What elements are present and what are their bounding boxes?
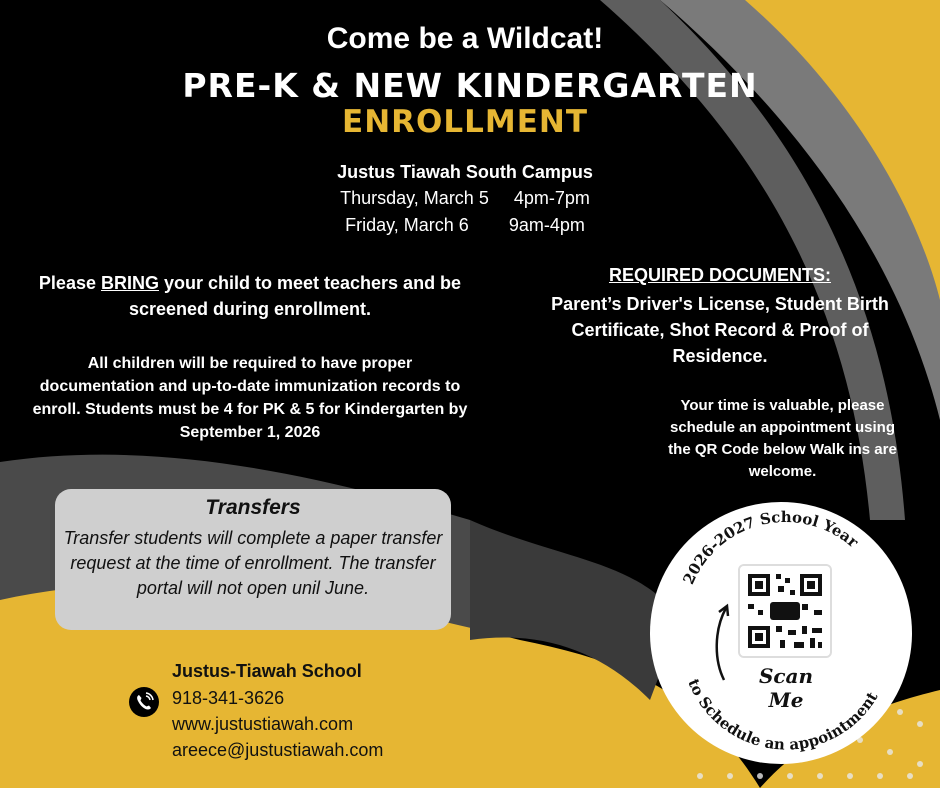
phone-icon xyxy=(128,686,160,718)
badge-top-text: 2026-2027 School Year xyxy=(679,507,862,588)
appointment-note: Your time is valuable, please schedule an appointment using the QR Code below Walk ins are welcome. xyxy=(668,397,897,480)
website-link[interactable]: www.justustiawah.com xyxy=(172,714,354,734)
arrow-icon xyxy=(704,600,738,684)
phone-number[interactable]: 918-341-3626 xyxy=(172,688,285,708)
transfers-body: Transfer students will complete a paper transfer request at the time of enrollment. The transfer portal will not open unil June. xyxy=(63,528,443,598)
scan-me-label: Scan Me xyxy=(758,664,814,712)
headline: Come be a Wildcat! xyxy=(326,22,604,55)
event-day: Thursday, March 5 xyxy=(340,188,489,208)
event-date-1 xyxy=(290,188,640,209)
campus-name: Justus Tiawah South Campus xyxy=(337,162,593,182)
transfers-title: Transfers xyxy=(205,496,301,519)
bring-emphasis: BRING xyxy=(100,273,159,293)
program-title: PRE-K & NEW KINDERGARTEN xyxy=(182,66,758,105)
required-docs-heading: REQUIRED DOCUMENTS: xyxy=(608,265,831,285)
event-day: Friday, March 6 xyxy=(345,215,469,235)
requirements-note: All children will be required to have proper documentation and up-to-date immunization records to enroll. Students must be 4 for PK & 5 for Kindergarten by September 1, 2026 xyxy=(32,355,468,441)
bring-child-note: Please BRING your child to meet teachers and be screened during enrollment. xyxy=(38,273,462,319)
event-time: 4pm-7pm xyxy=(513,188,590,208)
school-name: Justus-Tiawah School xyxy=(172,661,362,681)
badge-bottom-text: to Schedule an appointment xyxy=(684,676,882,754)
event-date-2 xyxy=(290,215,640,236)
qr-code-icon[interactable] xyxy=(738,564,832,658)
required-docs-list: Parent’s Driver's License, Student Birth Certificate, Shot Record & Proof of Residence. xyxy=(551,294,889,366)
event-time: 9am-4pm xyxy=(508,215,585,235)
enrollment-title: ENROLLMENT xyxy=(342,104,588,140)
email-link[interactable]: areece@justustiawah.com xyxy=(172,740,384,760)
